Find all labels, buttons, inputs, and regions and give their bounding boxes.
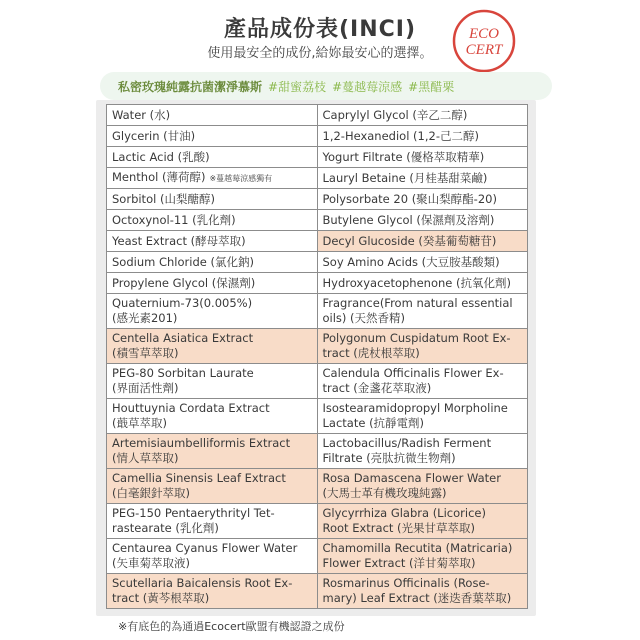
ingredient-text: (大馬士革有機玫瑰純露) (322, 486, 447, 500)
ingredient-cell (317, 231, 528, 252)
table-row (107, 329, 528, 364)
ingredient-cell (107, 364, 318, 399)
ingredient-cell (317, 105, 528, 126)
ingredient-text: Lactic Acid (乳酸) (112, 149, 210, 164)
ingredient-text: (矢車菊萃取液) (112, 556, 190, 570)
ingredient-text: Fragrance(From natural essential (322, 296, 513, 310)
ingredient-cell (107, 329, 318, 364)
ingredient-text: Caprylyl Glycol (辛乙二醇) (322, 107, 468, 122)
ingredient-text: Polygonum Cuspidatum Root Ex- (322, 331, 511, 345)
table-row (107, 574, 528, 609)
page-title: 產品成份表(INCI) (223, 17, 417, 42)
ingredient-text: (蕺草萃取) (112, 416, 167, 430)
product-tag: #甜蜜荔枝 (268, 80, 327, 94)
ingredient-text: Centaurea Cyanus Flower Water (112, 541, 298, 555)
ingredient-text: Lauryl Betaine (月桂基甜菜鹼) (322, 170, 488, 185)
ingredient-text: Lactate (抗靜電劑) (322, 416, 425, 430)
ingredient-text: PEG-150 Pentaerythrityl Tet- (112, 506, 275, 520)
ingredient-text: (情人草萃取) (112, 451, 179, 465)
table-row (107, 147, 528, 168)
ingredient-text: Octoxynol-11 (乳化劑) (112, 212, 236, 227)
ingredient-text: Filtrate (亮肽抗微生物劑) (322, 451, 456, 465)
ingredient-text: Camellia Sinensis Leaf Extract (112, 471, 286, 485)
ingredient-cell (317, 329, 528, 364)
ingredient-text: Rosa Damascena Flower Water (322, 471, 501, 485)
ingredient-text: Isostearamidopropyl Morpholine (322, 401, 508, 415)
table-row (107, 273, 528, 294)
ingredient-text: Butylene Glycol (保濕劑及溶劑) (322, 212, 495, 227)
ingredient-text: tract (虎杖根萃取) (322, 346, 420, 360)
table-row (107, 399, 528, 434)
ingredient-cell (317, 399, 528, 434)
table-row (107, 364, 528, 399)
table-row (107, 252, 528, 273)
ingredient-cell (317, 574, 528, 609)
ingredient-text: Quaternium-73(0.005%) (112, 296, 253, 310)
ingredient-text: Scutellaria Baicalensis Root Ex- (112, 576, 293, 590)
ingredient-text: 1,2-Hexanediol (1,2-己二醇) (322, 128, 479, 143)
table-row (107, 294, 528, 329)
ingredient-text: tract (黃芩根萃取) (112, 591, 210, 605)
ingredient-text: Yogurt Filtrate (優格萃取精華) (322, 149, 485, 164)
ingredient-text: Artemisiaumbelliformis Extract (112, 436, 291, 450)
ingredient-cell (107, 168, 318, 189)
ingredient-cell (317, 126, 528, 147)
ingredient-cell (107, 399, 318, 434)
ingredient-cell (107, 147, 318, 168)
ingredient-cell (107, 105, 318, 126)
ingredient-text: tract (金盞花萃取液) (322, 381, 432, 395)
product-name: 私密玫瑰純露抗菌潔淨慕斯 (118, 80, 263, 94)
ingredient-cell (317, 504, 528, 539)
svg-text:ECO: ECO (469, 26, 499, 42)
ingredient-cell (317, 168, 528, 189)
ingredient-cell (317, 294, 528, 329)
product-tag: #黑醋栗 (408, 80, 455, 94)
table-row (107, 126, 528, 147)
table-row (107, 105, 528, 126)
ingredient-text: Houttuynia Cordata Extract (112, 401, 270, 415)
table-row (107, 504, 528, 539)
ingredient-text: PEG-80 Sorbitan Laurate (112, 366, 254, 380)
ingredient-text: Polysorbate 20 (聚山梨醇酯-20) (322, 191, 497, 206)
ingredient-cell (107, 273, 318, 294)
product-tag: #蔓越莓涼感 (332, 80, 403, 94)
table-row (107, 189, 528, 210)
table-row (107, 231, 528, 252)
ingredient-cell (317, 539, 528, 574)
table-row (107, 539, 528, 574)
ingredient-cell (317, 273, 528, 294)
ingredient-text: Calendula Officinalis Flower Ex- (322, 366, 504, 380)
ingredient-text: (感光素201) (112, 311, 178, 325)
ingredient-text: Hydroxyacetophenone (抗氧化劑) (322, 275, 511, 290)
ingredient-cell (317, 469, 528, 504)
ingredient-cell (107, 469, 318, 504)
svg-text:CERT: CERT (465, 42, 503, 58)
table-row (107, 210, 528, 231)
ingredient-text: (界面活性劑) (112, 381, 179, 395)
ingredient-note: ※蔓越莓涼感獨有 (209, 174, 273, 183)
ingredient-text: Sorbitol (山梨醣醇) (112, 191, 215, 206)
ingredient-text: (積雪草萃取) (112, 346, 179, 360)
ingredient-text: Glycyrrhiza Glabra (Licorice) (322, 506, 486, 520)
ingredient-text: Root Extract (光果甘草萃取) (322, 521, 476, 535)
ingredient-cell (317, 210, 528, 231)
ingredient-text: Flower Extract (洋甘菊萃取) (322, 556, 476, 570)
ingredient-text: rastearate (乳化劑) (112, 521, 219, 535)
ingredient-text: Centella Asiatica Extract (112, 331, 254, 345)
page-subtitle: 使用最安全的成份,給妳最安心的選擇。 (207, 46, 433, 61)
ingredient-cell (107, 574, 318, 609)
ingredient-cell (107, 189, 318, 210)
ingredient-text: Decyl Glucoside (癸基葡萄糖苷) (322, 233, 497, 248)
ingredient-cell (107, 539, 318, 574)
ingredient-cell (107, 294, 318, 329)
ingredient-text: Chamomilla Recutita (Matricaria) (322, 541, 513, 555)
ingredient-cell (107, 504, 318, 539)
ingredient-text: Propylene Glycol (保濕劑) (112, 275, 256, 290)
ingredient-cell (107, 126, 318, 147)
ingredient-cell (107, 252, 318, 273)
ingredient-text: Rosmarinus Officinalis (Rose- (322, 576, 490, 590)
ingredient-text: Glycerin (甘油) (112, 128, 196, 143)
table-row (107, 168, 528, 189)
ingredient-cell (317, 189, 528, 210)
ingredient-cell (317, 147, 528, 168)
ingredient-cell (107, 231, 318, 252)
ingredient-cell (317, 252, 528, 273)
table-row (107, 434, 528, 469)
ingredient-cell (317, 434, 528, 469)
ingredient-text: Lactobacillus/Radish Ferment (322, 436, 492, 450)
ingredient-text: Menthol (薄荷醇) (112, 170, 206, 184)
ingredient-text: mary) Leaf Extract (迷迭香葉萃取) (322, 591, 512, 605)
ingredient-cell (107, 434, 318, 469)
ingredient-text: oils) (天然香精) (322, 311, 406, 325)
ingredient-text: Yeast Extract (酵母萃取) (112, 233, 246, 248)
product-line (118, 78, 454, 95)
ingredient-cell (107, 210, 318, 231)
table-row (107, 469, 528, 504)
ingredient-text: (白毫銀針萃取) (112, 486, 190, 500)
ingredient-text: Soy Amino Acids (大豆胺基酸類) (322, 254, 500, 269)
ingredient-cell (317, 364, 528, 399)
ingredients-table (106, 104, 528, 609)
footnote: ※有底色的為通過Ecocert歐盟有機認證之成份 (118, 620, 345, 633)
ingredient-text: Water (水) (112, 107, 171, 122)
ecocert-logo-icon (451, 8, 517, 74)
ingredient-text: Sodium Chloride (氯化鈉) (112, 254, 254, 269)
